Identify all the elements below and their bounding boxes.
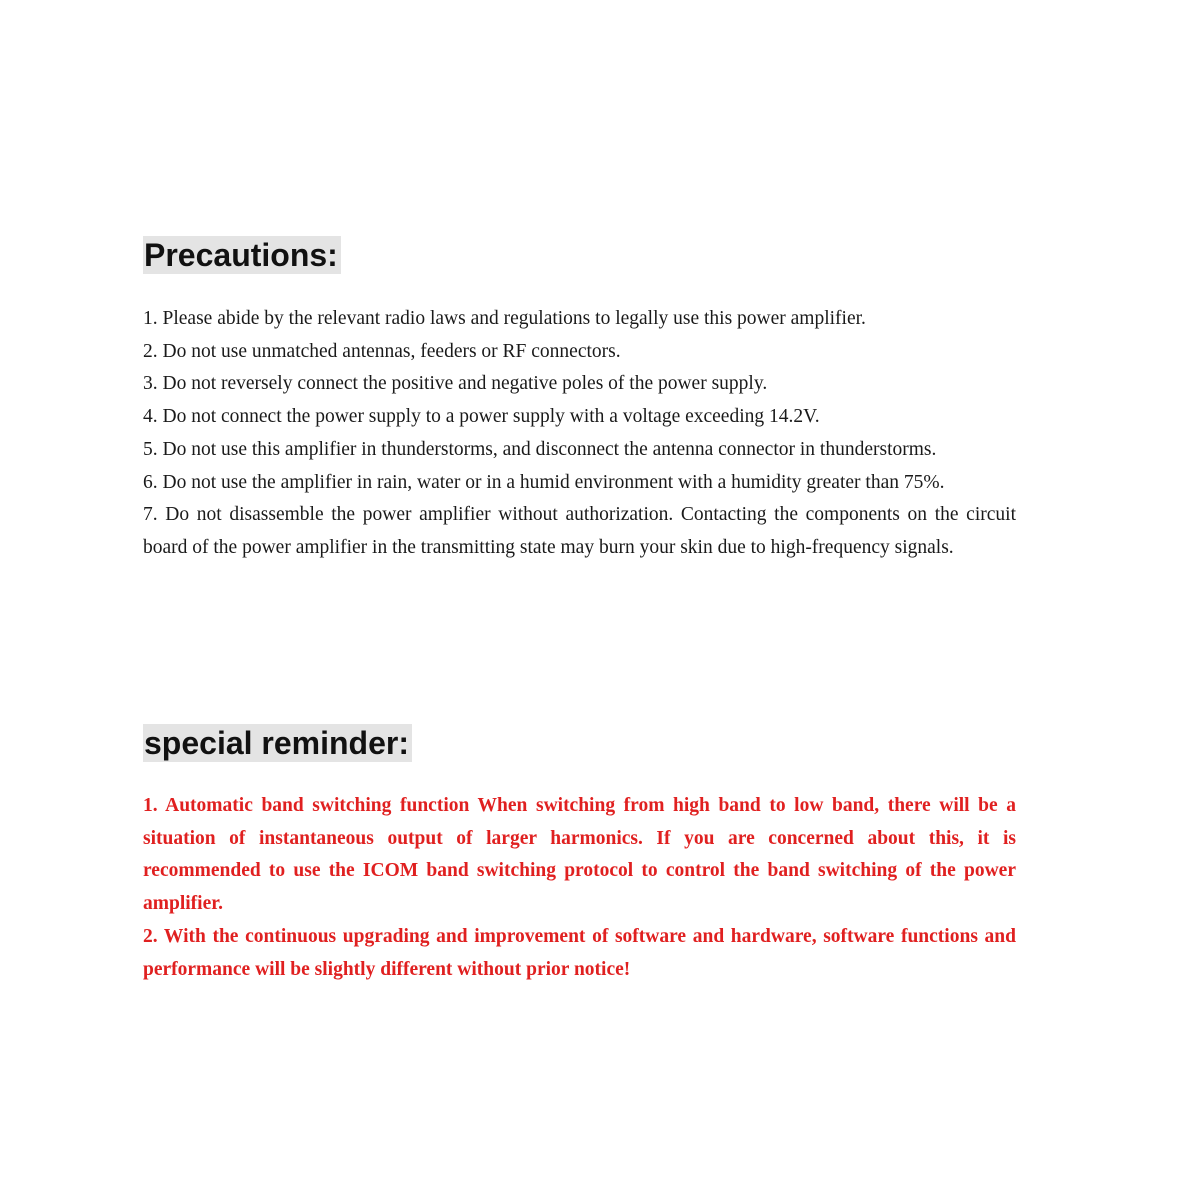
precaution-item-3: 3. Do not reversely connect the positive and negative poles of the power supply. bbox=[143, 373, 768, 395]
precautions-list bbox=[143, 303, 1016, 565]
precautions-heading: Precautions: bbox=[143, 236, 341, 274]
precaution-item-6: 6. Do not use the amplifier in rain, water or in a humid environment with a humidity greater than 75%. bbox=[143, 471, 945, 493]
precaution-item-1: 1. Please abide by the relevant radio laws and regulations to legally use this power amplifier. bbox=[143, 308, 866, 329]
special-reminder-list bbox=[143, 790, 1016, 986]
reminder-item-2: 2. With the continuous upgrading and improvement of software and hardware, software functions and performance will be slightly different without prior notice! bbox=[143, 925, 1016, 980]
precaution-item-7: 7. Do not disassemble the power amplifier without authorization. Contacting the components on the circuit board of the power amplifier in the transmitting state may burn your skin due to high-frequency signals. bbox=[143, 504, 1016, 558]
precaution-item-2: 2. Do not use unmatched antennas, feeders or RF connectors. bbox=[143, 340, 621, 362]
special-reminder-heading: special reminder: bbox=[143, 724, 412, 762]
precaution-item-4: 4. Do not connect the power supply to a power supply with a voltage exceeding 14.2V. bbox=[143, 406, 820, 428]
reminder-item-1: 1. Automatic band switching function When switching from high band to low band, there will be a situation of instantaneous output of larger harmonics. If you are concerned about this, it is recommended to use the ICOM band switching protocol to control the band switching of the power amplifier. bbox=[143, 795, 1016, 915]
precaution-item-5: 5. Do not use this amplifier in thunderstorms, and disconnect the antenna connector in thunderstorms. bbox=[143, 438, 937, 460]
